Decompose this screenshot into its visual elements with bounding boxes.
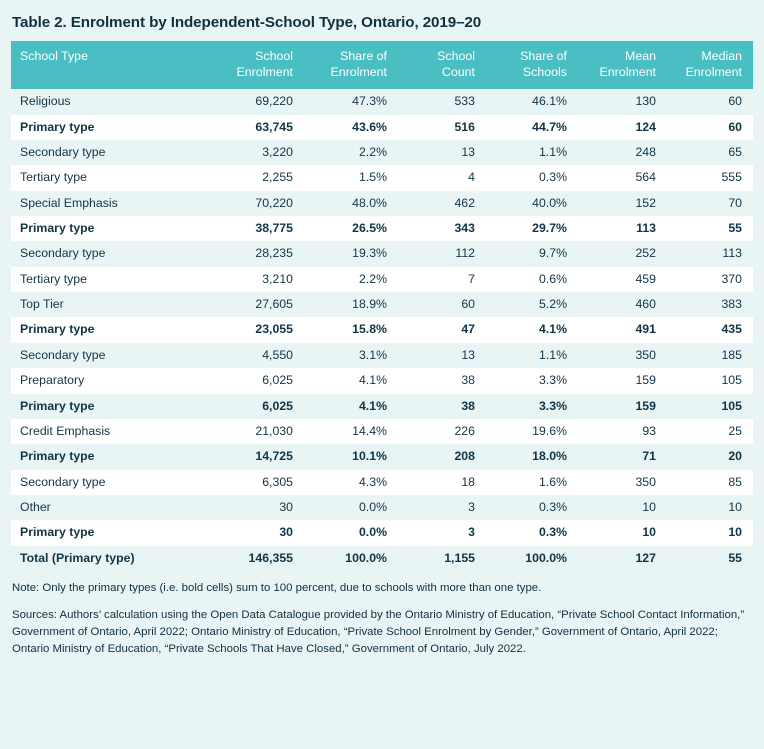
cell-value: 3,220 — [207, 140, 304, 165]
cell-value: 4.1% — [304, 394, 398, 419]
column-header-school-type: School Type — [11, 41, 207, 89]
cell-value: 516 — [398, 115, 486, 140]
cell-value: 152 — [578, 191, 667, 216]
cell-value: 4.1% — [486, 317, 578, 342]
enrolment-table — [11, 41, 753, 571]
table-header-row — [11, 41, 753, 89]
cell-value: 343 — [398, 216, 486, 241]
cell-value: 350 — [578, 343, 667, 368]
column-header-school-count: School Count — [398, 41, 486, 89]
cell-value: 47.3% — [304, 89, 398, 114]
table-row — [11, 419, 753, 444]
table-row — [11, 520, 753, 545]
cell-value: 226 — [398, 419, 486, 444]
cell-value: 14,725 — [207, 444, 304, 469]
cell-value: 0.3% — [486, 495, 578, 520]
cell-value: 15.8% — [304, 317, 398, 342]
table-total-row — [11, 546, 753, 571]
cell-value: 491 — [578, 317, 667, 342]
cell-value: 459 — [578, 267, 667, 292]
cell-value: 185 — [667, 343, 753, 368]
total-value: 100.0% — [486, 546, 578, 571]
cell-value: 60 — [667, 89, 753, 114]
table-row — [11, 495, 753, 520]
cell-value: 9.7% — [486, 241, 578, 266]
cell-value: 248 — [578, 140, 667, 165]
cell-value: 0.0% — [304, 495, 398, 520]
table-row — [11, 267, 753, 292]
cell-value: 18.9% — [304, 292, 398, 317]
cell-value: 60 — [667, 115, 753, 140]
cell-value: 3 — [398, 520, 486, 545]
cell-value: 20 — [667, 444, 753, 469]
cell-value: 105 — [667, 394, 753, 419]
cell-value: 69,220 — [207, 89, 304, 114]
cell-value: 159 — [578, 394, 667, 419]
cell-value: 6,025 — [207, 368, 304, 393]
row-label: Religious — [11, 89, 207, 114]
sources-text: Sources: Authors’ calculation using the Open Data Catalogue provided by the Ontario Ministry of Education, “Private School Contact Information,” Government of Ontario, April 2022; Ontario Ministry of Education, “Private School Enrolment by Gender,” Government of Ontario, April 2022; Ontario Ministry of Education, “Private Schools That Have Closed,” Government of Ontario, July 2022. — [12, 608, 745, 655]
cell-value: 2.2% — [304, 140, 398, 165]
cell-value: 18 — [398, 470, 486, 495]
cell-value: 124 — [578, 115, 667, 140]
row-label: Primary type — [11, 394, 207, 419]
cell-value: 7 — [398, 267, 486, 292]
cell-value: 10 — [667, 495, 753, 520]
cell-value: 10 — [578, 520, 667, 545]
cell-value: 70,220 — [207, 191, 304, 216]
cell-value: 6,025 — [207, 394, 304, 419]
cell-value: 30 — [207, 520, 304, 545]
cell-value: 5.2% — [486, 292, 578, 317]
cell-value: 3.3% — [486, 368, 578, 393]
cell-value: 370 — [667, 267, 753, 292]
row-label: Credit Emphasis — [11, 419, 207, 444]
cell-value: 350 — [578, 470, 667, 495]
table-row — [11, 444, 753, 469]
cell-value: 105 — [667, 368, 753, 393]
cell-value: 38 — [398, 368, 486, 393]
row-label: Secondary type — [11, 343, 207, 368]
cell-value: 4.1% — [304, 368, 398, 393]
row-label: Tertiary type — [11, 267, 207, 292]
table-row — [11, 394, 753, 419]
cell-value: 71 — [578, 444, 667, 469]
table-notes — [11, 580, 753, 658]
table-row — [11, 343, 753, 368]
cell-value: 130 — [578, 89, 667, 114]
cell-value: 10 — [667, 520, 753, 545]
cell-value: 63,745 — [207, 115, 304, 140]
table-row — [11, 241, 753, 266]
total-value: 100.0% — [304, 546, 398, 571]
cell-value: 1.5% — [304, 165, 398, 190]
cell-value: 47 — [398, 317, 486, 342]
table-row — [11, 191, 753, 216]
cell-value: 13 — [398, 343, 486, 368]
row-label: Primary type — [11, 520, 207, 545]
cell-value: 27,605 — [207, 292, 304, 317]
cell-value: 18.0% — [486, 444, 578, 469]
cell-value: 1.6% — [486, 470, 578, 495]
cell-value: 1.1% — [486, 343, 578, 368]
row-label: Secondary type — [11, 140, 207, 165]
cell-value: 4,550 — [207, 343, 304, 368]
cell-value: 29.7% — [486, 216, 578, 241]
cell-value: 252 — [578, 241, 667, 266]
cell-value: 40.0% — [486, 191, 578, 216]
cell-value: 0.3% — [486, 165, 578, 190]
cell-value: 435 — [667, 317, 753, 342]
cell-value: 159 — [578, 368, 667, 393]
row-label: Special Emphasis — [11, 191, 207, 216]
total-value: 55 — [667, 546, 753, 571]
cell-value: 112 — [398, 241, 486, 266]
row-label: Primary type — [11, 115, 207, 140]
cell-value: 4.3% — [304, 470, 398, 495]
cell-value: 0.3% — [486, 520, 578, 545]
cell-value: 25 — [667, 419, 753, 444]
cell-value: 10 — [578, 495, 667, 520]
cell-value: 3 — [398, 495, 486, 520]
cell-value: 462 — [398, 191, 486, 216]
cell-value: 3.1% — [304, 343, 398, 368]
table-row — [11, 216, 753, 241]
total-value: 146,355 — [207, 546, 304, 571]
cell-value: 2,255 — [207, 165, 304, 190]
total-label: Total (Primary type) — [11, 546, 207, 571]
cell-value: 460 — [578, 292, 667, 317]
cell-value: 43.6% — [304, 115, 398, 140]
cell-value: 48.0% — [304, 191, 398, 216]
cell-value: 0.0% — [304, 520, 398, 545]
cell-value: 19.3% — [304, 241, 398, 266]
cell-value: 21,030 — [207, 419, 304, 444]
row-label: Primary type — [11, 317, 207, 342]
cell-value: 44.7% — [486, 115, 578, 140]
cell-value: 113 — [578, 216, 667, 241]
cell-value: 533 — [398, 89, 486, 114]
cell-value: 19.6% — [486, 419, 578, 444]
cell-value: 85 — [667, 470, 753, 495]
table-body — [11, 89, 753, 571]
cell-value: 65 — [667, 140, 753, 165]
cell-value: 6,305 — [207, 470, 304, 495]
cell-value: 4 — [398, 165, 486, 190]
cell-value: 13 — [398, 140, 486, 165]
total-value: 1,155 — [398, 546, 486, 571]
cell-value: 23,055 — [207, 317, 304, 342]
cell-value: 70 — [667, 191, 753, 216]
column-header-mean-enrolment: Mean Enrolment — [578, 41, 667, 89]
row-label: Secondary type — [11, 241, 207, 266]
table-row — [11, 115, 753, 140]
row-label: Primary type — [11, 216, 207, 241]
table-row — [11, 140, 753, 165]
table-header — [11, 41, 753, 89]
cell-value: 28,235 — [207, 241, 304, 266]
column-header-median-enrolment: Median Enrolment — [667, 41, 753, 89]
cell-value: 93 — [578, 419, 667, 444]
table-row — [11, 292, 753, 317]
cell-value: 10.1% — [304, 444, 398, 469]
cell-value: 38 — [398, 394, 486, 419]
column-header-school-enrolment: School Enrolment — [207, 41, 304, 89]
row-label: Tertiary type — [11, 165, 207, 190]
cell-value: 38,775 — [207, 216, 304, 241]
column-header-share-of-schools: Share of Schools — [486, 41, 578, 89]
cell-value: 555 — [667, 165, 753, 190]
cell-value: 55 — [667, 216, 753, 241]
cell-value: 0.6% — [486, 267, 578, 292]
cell-value: 60 — [398, 292, 486, 317]
cell-value: 46.1% — [486, 89, 578, 114]
row-label: Secondary type — [11, 470, 207, 495]
row-label: Other — [11, 495, 207, 520]
cell-value: 14.4% — [304, 419, 398, 444]
note-text: Note: Only the primary types (i.e. bold cells) sum to 100 percent, due to schools with more than one type. — [12, 582, 542, 595]
table-row — [11, 368, 753, 393]
table-row — [11, 89, 753, 114]
table-row — [11, 165, 753, 190]
cell-value: 30 — [207, 495, 304, 520]
cell-value: 208 — [398, 444, 486, 469]
column-header-share-of-enrolment: Share of Enrolment — [304, 41, 398, 89]
cell-value: 383 — [667, 292, 753, 317]
cell-value: 1.1% — [486, 140, 578, 165]
cell-value: 3,210 — [207, 267, 304, 292]
row-label: Primary type — [11, 444, 207, 469]
row-label: Preparatory — [11, 368, 207, 393]
page-title: Table 2. Enrolment by Independent-School Type, Ontario, 2019–20 — [12, 14, 482, 31]
table-row — [11, 470, 753, 495]
cell-value: 564 — [578, 165, 667, 190]
row-label: Top Tier — [11, 292, 207, 317]
total-value: 127 — [578, 546, 667, 571]
cell-value: 2.2% — [304, 267, 398, 292]
table-row — [11, 317, 753, 342]
cell-value: 113 — [667, 241, 753, 266]
cell-value: 26.5% — [304, 216, 398, 241]
cell-value: 3.3% — [486, 394, 578, 419]
